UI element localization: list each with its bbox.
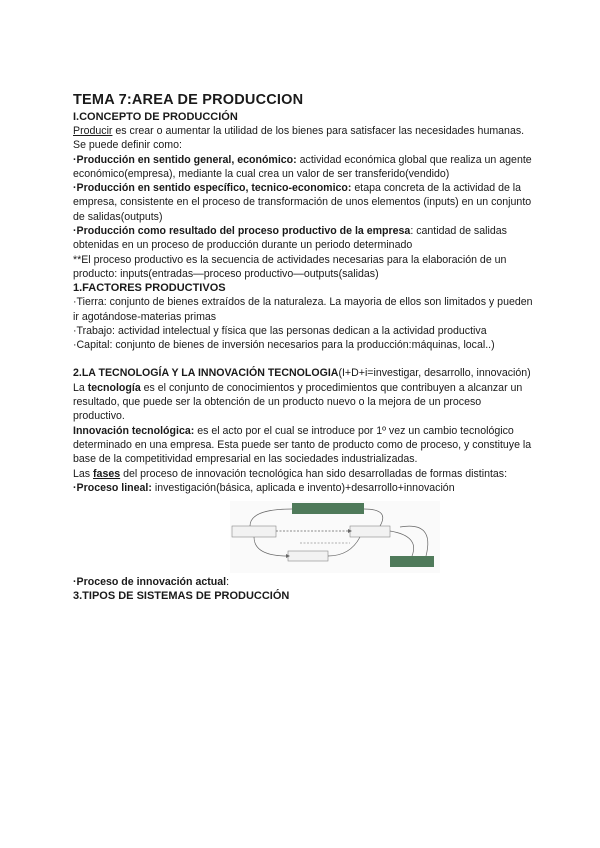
proceso-actual: ·Proceso de innovación actual: xyxy=(73,576,230,589)
fases-term: fases xyxy=(93,467,121,480)
section-3-heading: 3.TIPOS DE SISTEMAS DE PRODUCCIÓN xyxy=(73,590,290,603)
factor-item: ·Trabajo: actividad intelectual y física que las personas dedican a la actividad productiva xyxy=(73,324,487,337)
definition-term: Producir xyxy=(73,125,113,137)
section-2-heading: 2.LA TECNOLOGÍA Y LA INNOVACIÓN TECNOLOGIA(I+D+i=investigar, desarrollo, innovación) xyxy=(73,367,531,380)
innovation-diagram-image xyxy=(230,501,440,573)
tecnologia-paragraph: La tecnología es el conjunto de conocimientos y procedimientos que contribuyen a alcanzar un resultado, que puede ser la obtención de un producto nuevo o la mejora de un proceso productivo. xyxy=(73,381,523,423)
factores-heading: 1.FACTORES PRODUCTIVOS xyxy=(73,282,226,295)
definition-item: ·Producción en sentido general, económico: actividad económica global que realiza un agente económico(empresa), mediante la cual crea un valor de ser transferido(vendido) xyxy=(73,153,532,180)
section-1-heading: I.CONCEPTO DE PRODUCCIÓN xyxy=(73,111,238,123)
definition-item: ·Producción como resultado del proceso productivo de la empresa: cantidad de salidas obtenidas en un proceso de producción durante un periodo determinado xyxy=(73,225,507,252)
innovation-process-diagram xyxy=(230,501,440,573)
factor-item: ·Capital: conjunto de bienes de inversión necesarios para la producción:máquinas, local..) xyxy=(73,339,495,352)
intro-line: Se puede definir como: xyxy=(73,139,182,152)
process-note: **El proceso productivo es la secuencia de actividades necesarias para la elaboración de un producto: inputs(entradas—proceso productivo—outputs(salidas) xyxy=(73,253,507,280)
fases-paragraph: Las fases del proceso de innovación tecnológica han sido desarrolladas de formas distintas: xyxy=(73,467,508,480)
factor-item: ·Tierra: conjunto de bienes extraídos de la naturaleza. La mayoria de ellos son limitados y pueden ir agotándose-materias primas xyxy=(73,296,533,323)
innovacion-paragraph: Innovación tecnológica: es el acto por el cual se introduce por 1º vez un cambio tecnológico determinado en una empresa. Esta puede ser tanto de producto como de proceso, y constituye la base de la competitividad empresarial en las sociedades industrializadas. xyxy=(73,424,532,466)
definition-item: ·Producción en sentido específico, tecnico-economico: etapa concreta de la actividad de la empresa, consistente en el proceso de transformación de unos elementos (inputs) en un conjunto de salidas(outputs) xyxy=(73,182,532,223)
page-title: TEMA 7:AREA DE PRODUCCION xyxy=(73,92,304,108)
definition-paragraph: Producir es crear o aumentar la utilidad de los bienes para satisfacer las necesidades humanas. xyxy=(73,125,525,137)
proceso-lineal: ·Proceso lineal: investigación(básica, aplicada e invento)+desarrollo+innovación xyxy=(73,481,455,494)
document-page xyxy=(73,92,533,603)
